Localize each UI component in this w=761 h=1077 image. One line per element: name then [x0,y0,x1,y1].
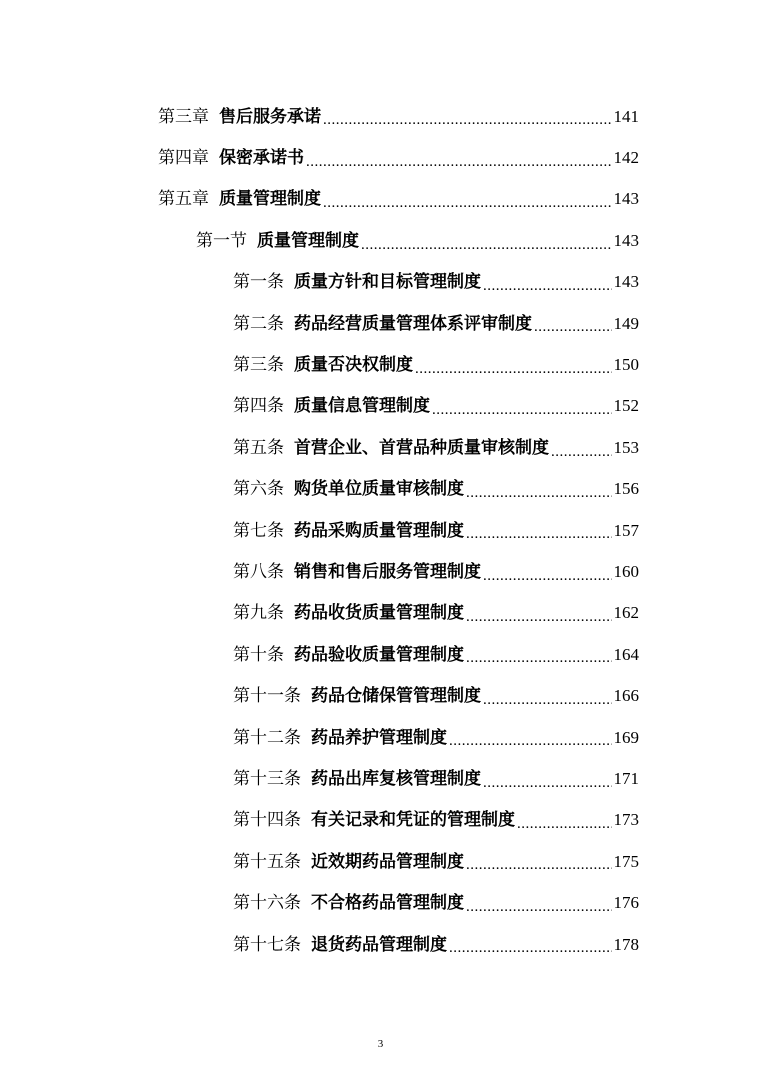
toc-entry[interactable] [0,303,639,344]
table-of-contents [0,96,761,965]
toc-entry-page: 150 [613,355,639,375]
toc-entry-title: 质量管理制度 [219,189,321,210]
toc-entry-page: 152 [613,396,639,416]
toc-entry-label: 第十七条 [233,934,301,955]
toc-entry[interactable] [0,469,639,510]
dot-leader [517,815,612,833]
dot-leader [466,856,612,874]
toc-entry-label: 第十一条 [233,686,301,707]
dot-leader [466,525,612,543]
toc-entry[interactable] [0,96,639,137]
dot-leader [449,939,612,957]
toc-entry-label: 第五条 [233,437,284,458]
toc-entry-title: 药品经营质量管理体系评审制度 [294,313,532,334]
toc-entry[interactable] [0,593,639,634]
toc-entry-page: 156 [613,479,639,499]
toc-entry-page: 153 [613,437,639,457]
toc-entry-title: 药品收货质量管理制度 [294,603,464,624]
dot-leader [466,649,612,667]
toc-entry-title: 药品仓储保管管理制度 [311,686,481,707]
toc-entry-title: 质量管理制度 [257,230,359,251]
toc-entry-label: 第十三条 [233,768,301,789]
toc-entry-label: 第九条 [233,603,284,624]
toc-entry-title: 质量信息管理制度 [294,396,430,417]
toc-entry-title: 保密承诺书 [219,148,304,169]
dot-leader [483,567,612,585]
toc-entry-label: 第七条 [233,520,284,541]
toc-entry-page: 143 [613,230,639,250]
toc-entry-title: 购货单位质量审核制度 [294,479,464,500]
dot-leader [483,774,612,792]
dot-leader [323,194,612,212]
toc-entry-page: 178 [613,934,639,954]
toc-entry-label: 第五章 [158,189,209,210]
toc-entry-label: 第三章 [158,106,209,127]
toc-entry-label: 第三条 [233,355,284,376]
dot-leader [361,236,612,254]
toc-entry-page: 175 [613,851,639,871]
toc-entry-title: 有关记录和凭证的管理制度 [311,810,515,831]
toc-entry-title: 药品采购质量管理制度 [294,520,464,541]
toc-entry-page: 164 [613,644,639,664]
toc-entry-page: 143 [613,272,639,292]
toc-entry[interactable] [0,344,639,385]
toc-entry[interactable] [0,675,639,716]
toc-entry-title: 质量方针和目标管理制度 [294,272,481,293]
toc-entry-page: 141 [613,106,639,126]
toc-entry-page: 143 [613,189,639,209]
toc-entry[interactable] [0,427,639,468]
dot-leader [323,111,612,129]
toc-entry-page: 160 [613,561,639,581]
toc-entry-label: 第一条 [233,272,284,293]
toc-entry-label: 第一节 [196,230,247,251]
toc-entry-title: 近效期药品管理制度 [311,851,464,872]
toc-entry-title: 售后服务承诺 [219,106,321,127]
toc-entry[interactable] [0,717,639,758]
dot-leader [432,401,612,419]
toc-entry-title: 药品出库复核管理制度 [311,768,481,789]
toc-entry-title: 退货药品管理制度 [311,934,447,955]
toc-entry-label: 第十条 [233,644,284,665]
dot-leader [466,484,612,502]
toc-entry-title: 销售和售后服务管理制度 [294,561,481,582]
dot-leader [306,153,612,171]
toc-entry[interactable] [0,262,639,303]
toc-entry[interactable] [0,924,639,965]
toc-entry[interactable] [0,179,639,220]
toc-entry-page: 157 [613,520,639,540]
dot-leader [466,608,612,626]
toc-entry-label: 第六条 [233,479,284,500]
toc-entry-title: 不合格药品管理制度 [311,893,464,914]
toc-entry-label: 第十四条 [233,810,301,831]
toc-entry-page: 171 [613,768,639,788]
toc-entry-page: 166 [613,686,639,706]
toc-entry-title: 药品验收质量管理制度 [294,644,464,665]
dot-leader [534,318,612,336]
toc-entry-title: 首营企业、首营品种质量审核制度 [294,437,549,458]
toc-entry-label: 第十二条 [233,727,301,748]
dot-leader [415,360,612,378]
toc-entry[interactable] [0,758,639,799]
dot-leader [449,732,612,750]
toc-entry-label: 第八条 [233,561,284,582]
toc-entry[interactable] [0,510,639,551]
toc-entry-page: 173 [613,810,639,830]
dot-leader [466,898,612,916]
dot-leader [483,691,612,709]
toc-entry[interactable] [0,551,639,592]
toc-entry-title: 质量否决权制度 [294,355,413,376]
toc-entry-label: 第十六条 [233,893,301,914]
toc-entry-page: 142 [613,148,639,168]
toc-entry[interactable] [0,220,639,261]
toc-entry[interactable] [0,800,639,841]
toc-entry-page: 162 [613,603,639,623]
toc-entry[interactable] [0,841,639,882]
toc-entry-title: 药品养护管理制度 [311,727,447,748]
toc-entry-label: 第四条 [233,396,284,417]
toc-entry[interactable] [0,882,639,923]
toc-entry[interactable] [0,386,639,427]
toc-entry-label: 第四章 [158,148,209,169]
toc-entry-page: 149 [613,313,639,333]
page-number: 3 [377,1038,384,1050]
toc-entry-page: 176 [613,893,639,913]
toc-entry-label: 第十五条 [233,851,301,872]
toc-entry[interactable] [0,634,639,675]
toc-entry-label: 第二条 [233,313,284,334]
toc-entry[interactable] [0,137,639,178]
dot-leader [483,277,612,295]
toc-entry-page: 169 [613,727,639,747]
dot-leader [551,443,612,461]
